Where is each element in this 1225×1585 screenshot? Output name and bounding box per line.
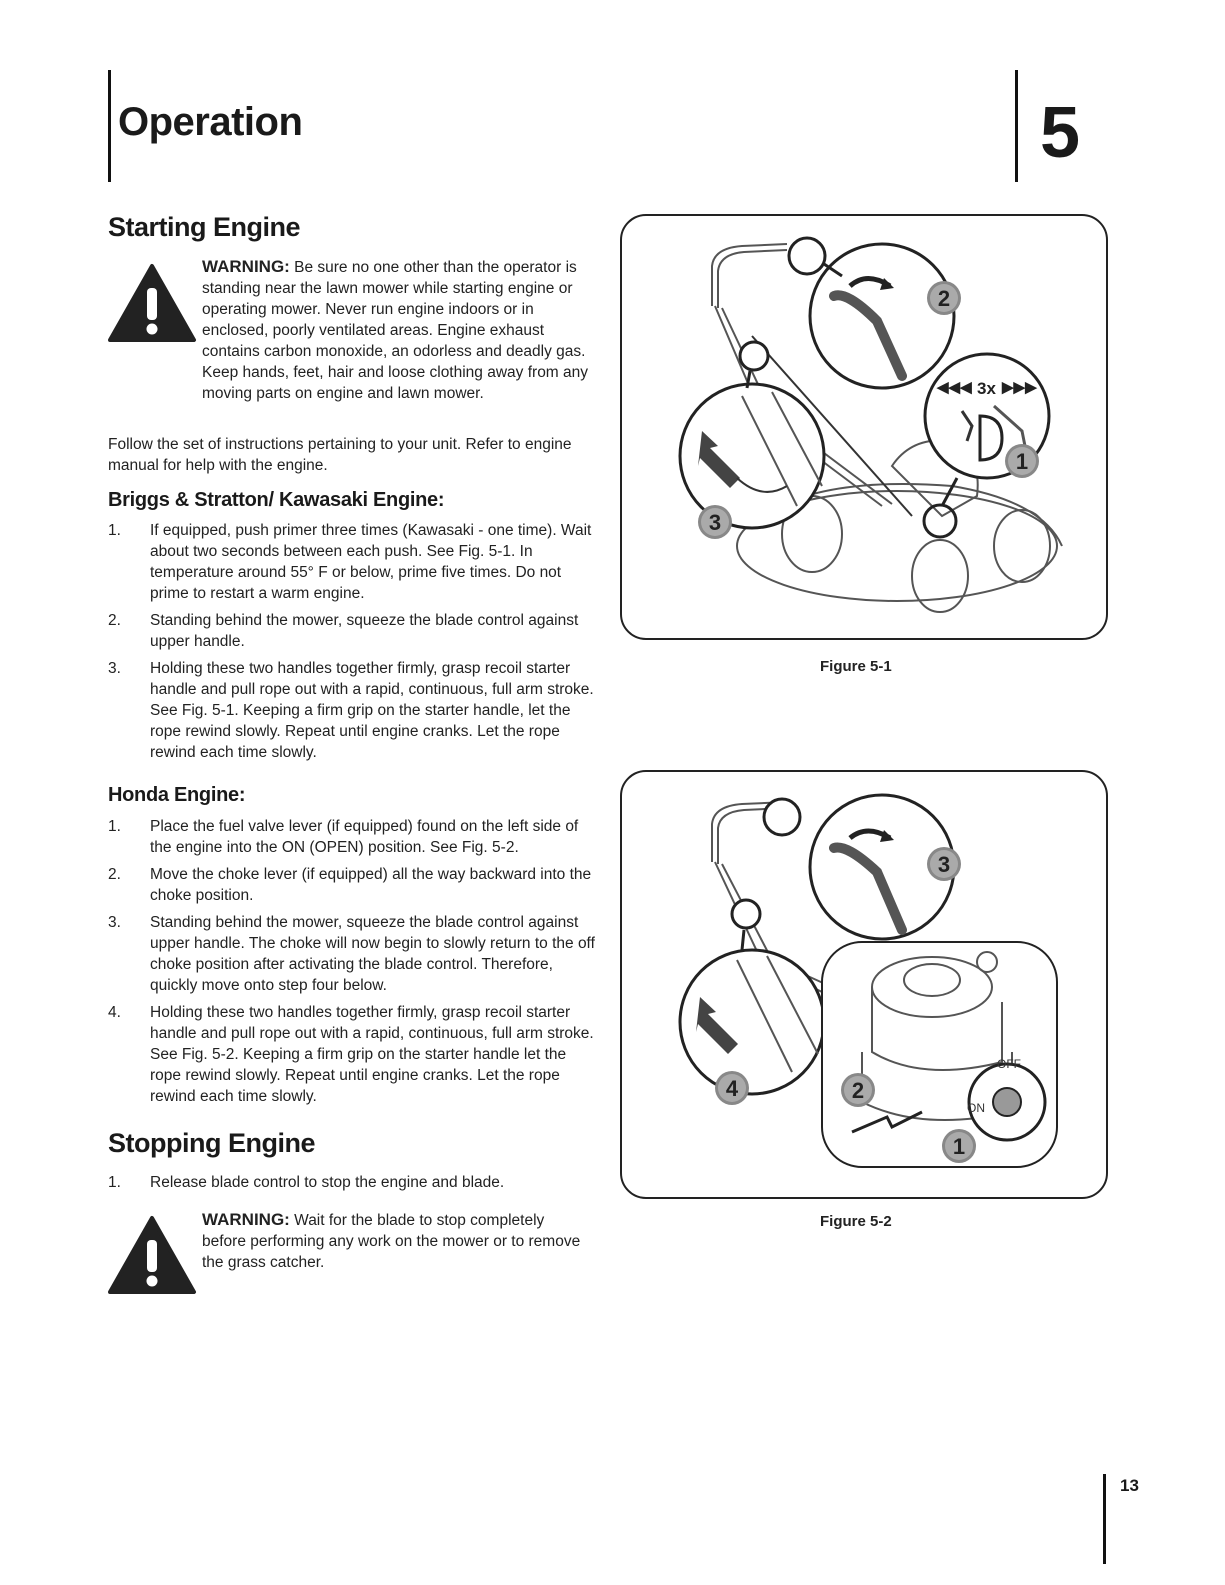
figure-5-1-caption: Figure 5-1: [820, 658, 892, 675]
list-item: 1. Place the fuel valve lever (if equipped) found on the left side of the engine into the ON (OPEN) position. See Fig. 5-2.: [108, 818, 579, 856]
svg-text:2: 2: [937, 286, 951, 311]
warning-body: Wait for the blade to stop completely before performing any work on the mower or to remove the grass catcher.: [202, 1212, 581, 1271]
briggs-heading: Briggs & Stratton/ Kawasaki Engine:: [108, 489, 445, 511]
on-label: ON: [967, 1101, 985, 1115]
primer-arrows-left: ◀◀◀: [937, 379, 972, 396]
list-item: 2. Move the choke lever (if equipped) all the way backward into the choke position.: [108, 866, 592, 904]
mower-illustration: [622, 216, 1106, 638]
callout-3: [698, 505, 732, 539]
svg-text:3: 3: [937, 852, 951, 877]
stopping-steps: [108, 1172, 598, 1199]
chapter-number: 5: [1040, 93, 1081, 173]
callout-4: [715, 1071, 749, 1105]
starting-warning: [202, 256, 597, 404]
off-label: OFF: [997, 1057, 1021, 1071]
figure-5-2-caption: Figure 5-2: [820, 1213, 892, 1230]
list-item: 1. If equipped, push primer three times (Kawasaki - one time). Wait about two seconds between each push. See Fig. 5-1. In temperature around 55° F or below, prime five times. Do not prime to restart a warm engine.: [108, 522, 592, 602]
briggs-steps: [108, 520, 598, 769]
warning-label: WARNING:: [202, 257, 290, 276]
footer-rule: [1103, 1474, 1106, 1564]
primer-count-label: 3x: [977, 379, 996, 398]
page-number: 13: [1120, 1476, 1139, 1495]
warning-icon: [106, 262, 198, 344]
header-left-rule: [108, 70, 111, 182]
header-right-rule: [1015, 70, 1018, 182]
honda-mower-illustration: [622, 772, 1106, 1197]
list-item: 3. Holding these two handles together firmly, grasp recoil starter handle and pull rope out with a rapid, continuous, full arm stroke. See Fig. 5-1. Keeping a firm grip on the starter handle, let the rope rewind slowly. Repeat until engine cranks. Let the rope rewind each time slowly.: [108, 660, 594, 761]
callout-3: [927, 847, 961, 881]
svg-text:1: 1: [1015, 449, 1029, 474]
warning-icon: [106, 1214, 198, 1296]
stopping-warning: [202, 1209, 582, 1273]
primer-arrows-right: ▶▶▶: [1002, 379, 1037, 396]
svg-text:3: 3: [708, 510, 722, 535]
list-item: 2. Standing behind the mower, squeeze the blade control against upper handle.: [108, 612, 579, 650]
callout-2: [841, 1073, 875, 1107]
list-item: 1. Release blade control to stop the engine and blade.: [108, 1174, 505, 1191]
callout-1: [1005, 444, 1039, 478]
stopping-engine-heading: Stopping Engine: [108, 1128, 315, 1158]
callout-2: [927, 281, 961, 315]
list-item: 3. Standing behind the mower, squeeze the blade control against upper handle. The choke will now begin to slowly return to the off choke position after activating the blade control. Therefore, quickly move onto step four below.: [108, 914, 595, 994]
intro-text: Follow the set of instructions pertaining to your unit. Refer to engine manual for help with the engine.: [108, 436, 572, 474]
figure-5-2: [620, 770, 1108, 1199]
chapter-title: Operation: [118, 100, 303, 144]
warning-body: Be sure no one other than the operator is standing near the lawn mower while starting engine or operating mower. Never run engine indoors or in enclosed, poorly ventilated areas. Engine exhaust contains carbon monoxide, an odorless and deadly gas. Keep hands, feet, hair and loose clothing away from any moving parts on engine and lawn mower.: [202, 259, 589, 402]
svg-text:4: 4: [725, 1076, 739, 1101]
figure-5-1: [620, 214, 1108, 640]
svg-text:1: 1: [952, 1134, 966, 1159]
list-item: 4. Holding these two handles together firmly, grasp recoil starter handle and pull rope out with a rapid, continuous, full arm stroke. See Fig. 5-2. Keeping a firm grip on the starter handle let the rope rewind slowly. Repeat until engine cranks. Let the rope rewind each time slowly.: [108, 1004, 594, 1105]
honda-steps: [108, 816, 598, 1113]
starting-engine-heading: Starting Engine: [108, 212, 301, 242]
svg-text:2: 2: [851, 1078, 865, 1103]
honda-heading: Honda Engine:: [108, 784, 246, 806]
callout-1: [942, 1129, 976, 1163]
warning-label: WARNING:: [202, 1210, 290, 1229]
